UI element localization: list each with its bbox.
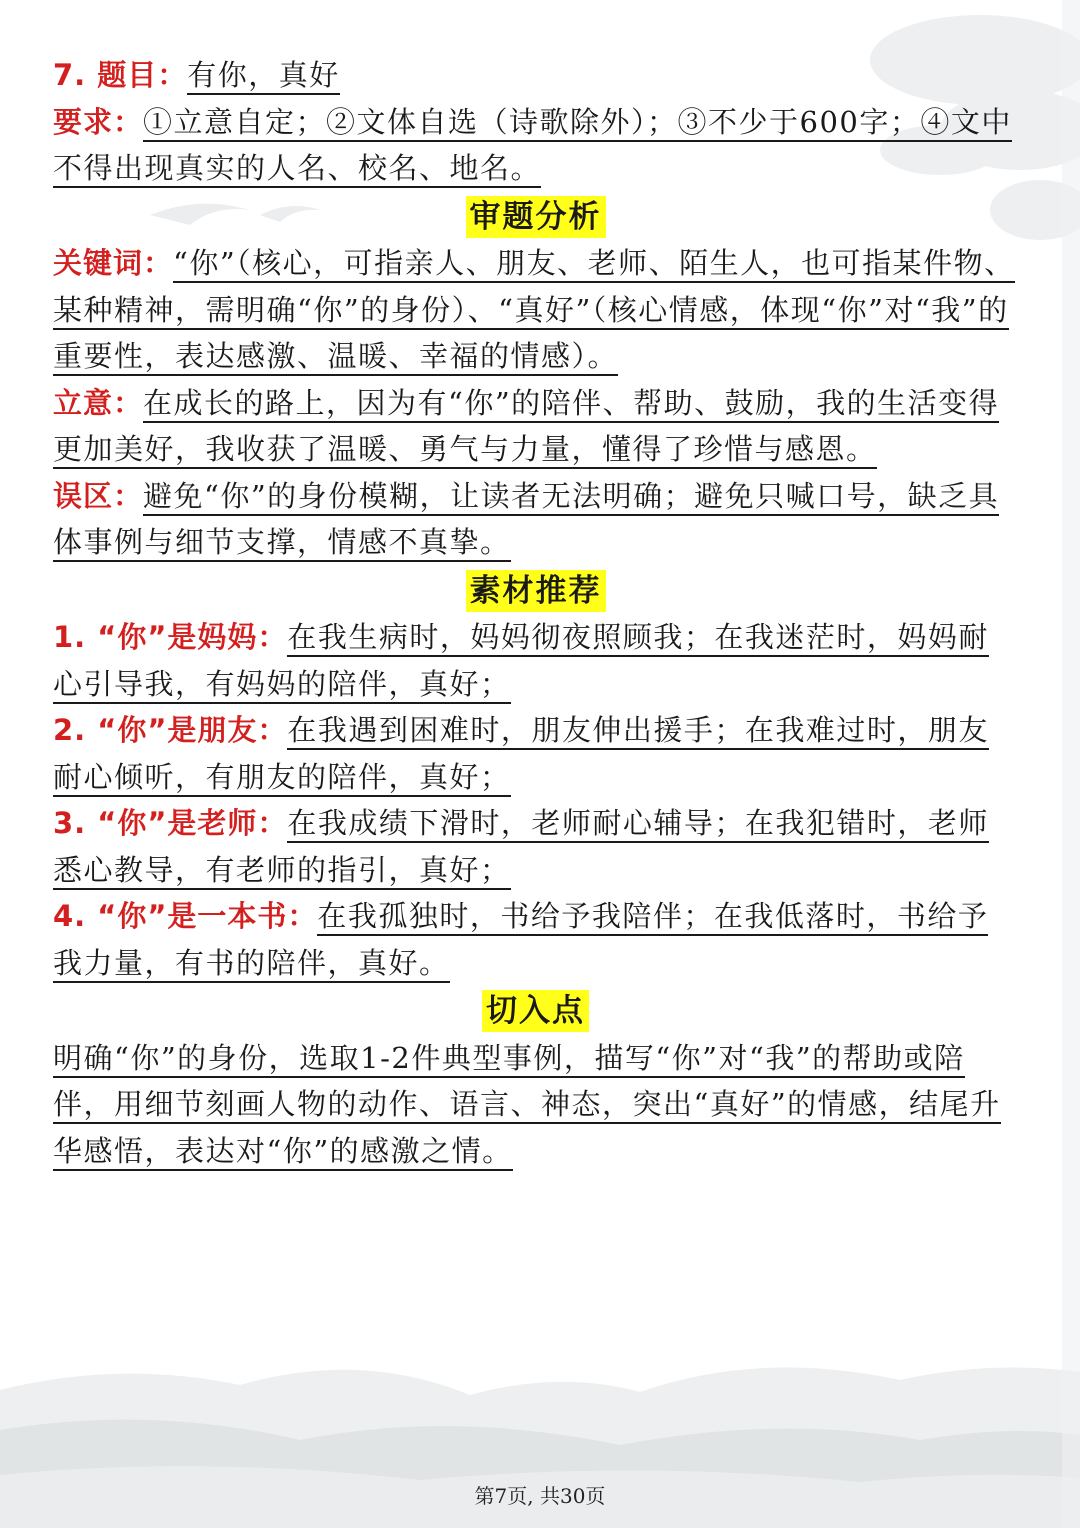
keywords-text: “你”（核心，可指亲人、朋友、老师、陌生人，也可指某件物、某种精神，需明确“你”的身份）、“真好”（核心情感，体现“你”对“我”的重要性，表达感激、温暖、幸福的情感）。 — [53, 246, 1015, 376]
material-item — [53, 614, 1018, 707]
material-label: 1. “你”是妈妈： — [53, 620, 288, 654]
requirements — [53, 99, 1018, 192]
material-label: 4. “你”是一本书： — [53, 899, 318, 933]
theme — [53, 380, 1018, 473]
material-text: 在我成绩下滑时，老师耐心辅导；在我犯错时，老师悉心教导，有老师的指引，真好； — [53, 806, 989, 890]
material-label: 2. “你”是朋友： — [53, 713, 288, 747]
material-text: 在我孤独时，书给予我陪伴；在我低落时，书给予我力量，有书的陪伴，真好。 — [53, 899, 988, 983]
section-entry — [53, 988, 1018, 1035]
question-7 — [53, 52, 1018, 99]
theme-label: 立意： — [53, 385, 144, 420]
analysis-heading: 审题分析 — [466, 196, 606, 238]
section-materials — [53, 568, 1018, 615]
theme-text: 在成长的路上，因为有“你”的陪伴、帮助、鼓励，我的生活变得更加美好，我收获了温暖、勇气与力量，懂得了珍惜与感恩。 — [53, 386, 999, 470]
material-item — [53, 707, 1018, 800]
question-title: 有你，真好 — [187, 58, 340, 95]
material-item — [53, 893, 1018, 986]
pitfall-label: 误区： — [53, 478, 144, 513]
material-text: 在我遇到困难时，朋友伸出援手；在我难过时，朋友耐心倾听，有朋友的陪伴，真好； — [53, 713, 989, 797]
entry-text: 明确“你”的身份，选取1-2件典型事例，描写“你”对“我”的帮助或陪伴，用细节刻画人物的动作、语言、神态，突出“真好”的情感，结尾升华感悟，表达对“你”的感激之情。 — [53, 1041, 1001, 1171]
entry-heading: 切入点 — [482, 990, 589, 1032]
pitfall-text: 避免“你”的身份模糊，让读者无法明确；避免只喊口号，缺乏具体事例与细节支撑，情感不真挚。 — [53, 479, 999, 563]
material-label: 3. “你”是老师： — [53, 806, 288, 840]
question-label: 7. 题目： — [53, 58, 188, 92]
pitfall — [53, 473, 1018, 566]
materials-heading: 素材推荐 — [466, 570, 606, 612]
keywords — [53, 240, 1018, 380]
requirements-label: 要求： — [53, 104, 144, 139]
material-item — [53, 800, 1018, 893]
section-analysis — [53, 194, 1018, 241]
page-footer: 第7页, 共30页 — [474, 1484, 606, 1508]
keywords-label: 关键词： — [53, 246, 174, 280]
entry-point — [53, 1035, 1018, 1175]
material-text: 在我生病时，妈妈彻夜照顾我；在我迷茫时，妈妈耐心引导我，有妈妈的陪伴，真好； — [53, 620, 989, 704]
requirements-text: ①立意自定；②文体自选（诗歌除外）；③不少于600字；④文中不得出现真实的人名、校名、地名。 — [53, 105, 1012, 189]
content-column — [53, 52, 1018, 1174]
